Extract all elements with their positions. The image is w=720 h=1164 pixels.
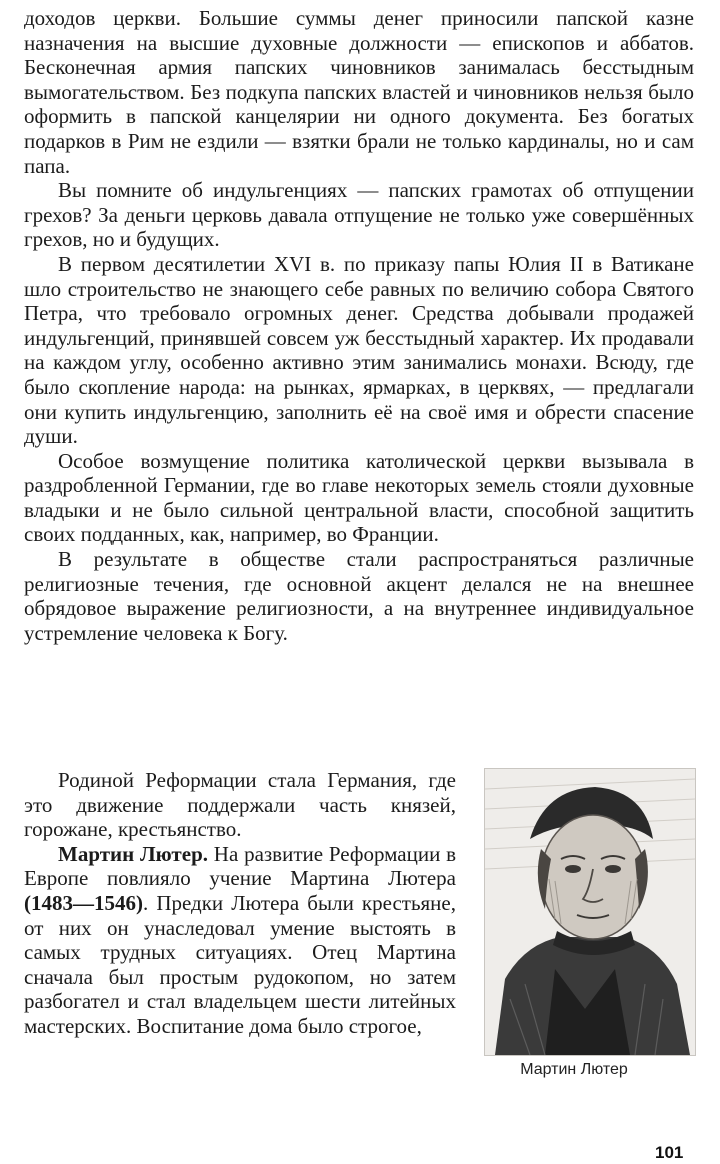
paragraph-martin-luther [24, 842, 456, 1039]
section-heading: Мартин Лютер. [58, 841, 209, 866]
luther-portrait [484, 768, 696, 1056]
page-number: 101 [655, 1143, 684, 1162]
main-text [24, 6, 694, 645]
portrait-illustration-icon [485, 769, 695, 1055]
paragraph-1: доходов церкви. Большие суммы денег приносили папской казне назначения на высшие духовные должности — епископов и аббатов. Бесконечная армия папских чиновников занималась бесстыдным вымогательством. Без подкупа папских властей и чиновников нельзя было оформить в папской канцелярии ни одного документа. Без богатых подарков в Рим не ездили — взятки брали не только кардиналы, но и сам папа. [24, 6, 694, 178]
side-text [24, 768, 456, 1039]
paragraph-4: Особое возмущение политика католической церкви вызывала в раздробленной Германии, где во главе некоторых земель стояли духовные владыки и не было сильной центральной власти, способной защитить своих подданных, как, например, во Франции. [24, 448, 694, 547]
paragraph-5: В результате в обществе стали распространяться различные религиозные течения, где основной акцент делался не на внешнее обрядовое выражение религиозности, а на внутреннее индивидуальное устремление человека к Богу. [24, 547, 694, 645]
paragraph-reformation-homeland: Родиной Реформации стала Германия, где это движение поддержали часть князей, горожане, крестьянство. [24, 768, 456, 842]
life-dates: (1483—1546) [24, 890, 143, 915]
paragraph-text-b: . Предки Лютера были крестьяне, от них он унаследовал умение выстоять в самых трудных ситуациях. Отец Мартина сначала был простым рудокопом, но затем разбогател и стал владельцем шести литейных мастерских. Воспитание дома было строгое, [24, 890, 456, 1038]
paragraph-3: В первом десятилетии XVI в. по приказу папы Юлия II в Ватикане шло строительство не знающего себе равных по величию собора Святого Петра, что требовало огромных денег. Средства добывали продажей индульгенций, принявшей совсем уж бесстыдный характер. Их продавали на каждом углу, особенно активно этим занимались монахи. Всюду, где было скопление народа: на рынках, ярмарках, в церквях, — предлагали они купить индульгенцию, заполнить её на своё имя и обрести спасение души. [24, 251, 694, 449]
paragraph-2: Вы помните об индульгенциях — папских грамотах об отпущении грехов? За деньги церковь давала отпущение не только уже совершённых грехов, но и будущих. [24, 178, 694, 252]
figure-caption: Мартин Лютер [520, 1061, 628, 1078]
paragraph-text-a: На развитие Реформации в Европе повлияло учение Мартина Лютера [24, 841, 456, 891]
